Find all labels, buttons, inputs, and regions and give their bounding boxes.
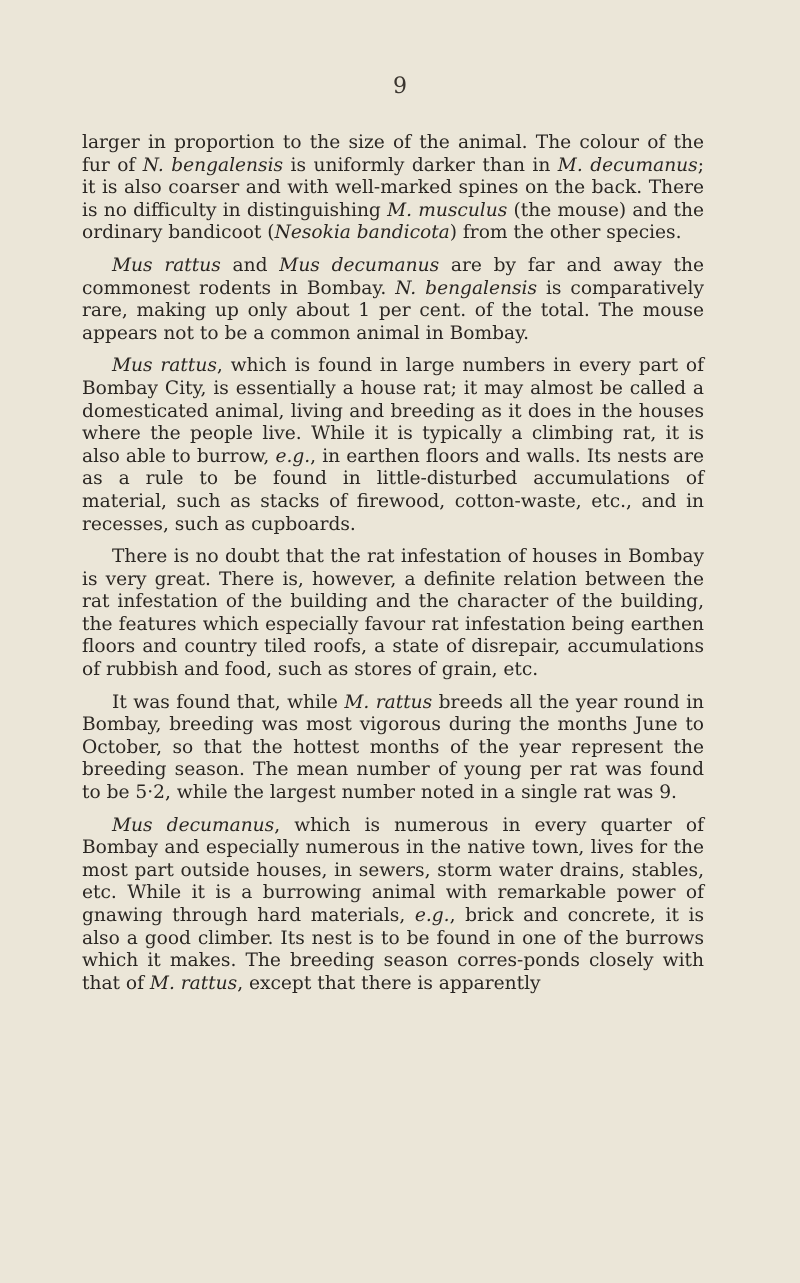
text-run: ; it is also coarser and with well-marked spines on the back. There is no difficulty in distinguishing (82, 154, 704, 221)
italic-term: e.g. (275, 445, 311, 467)
text-run: , which is numerous in every quarter of Bombay and especially numerous in the native town, lives for the most part outside houses, in sewers, storm water drains, stables, etc. While it is a burrowing animal with remarkable power of gnawing through hard materials, (82, 814, 704, 926)
text-run: (the mouse) and the ordinary bandicoot ( (82, 199, 704, 244)
italic-term: Mus decumanus (112, 814, 275, 836)
paragraph (82, 355, 704, 536)
italic-term: Nesokia bandicota (274, 222, 450, 244)
paragraph (82, 132, 704, 245)
italic-term: N. bengalensis (395, 277, 537, 299)
italic-term: e.g. (414, 905, 450, 926)
paragraph (82, 546, 704, 682)
text-run: larger in proportion to the size of the animal. The colour of the fur of (82, 132, 704, 176)
italic-term: Mus rattus (112, 355, 217, 377)
italic-term: Mus decumanus (279, 254, 440, 276)
text-run: is uniformly darker than in (283, 154, 558, 176)
text-run: , brick and concrete, it is also a good climber. Its nest is to be found in one of the burrows which it makes. The breeding season corres-ponds closely with that of (82, 905, 705, 994)
italic-term: N. bengalensis (142, 154, 284, 176)
text-run: , in earthen floors and walls. Its nests are as a rule to be found in little-disturbed accumulations of material, such as stacks of firewood, cotton-waste, etc., and in recesses, such as cupboards. (82, 445, 704, 535)
italic-term: M. rattus (344, 691, 433, 713)
italic-term: M. decumanus (557, 154, 698, 176)
text-run: ) from the other species. (449, 222, 682, 244)
text-run: is comparatively rare, making up only about 1 per cent. of the total. The mouse appears not to be a common animal in Bombay. (82, 277, 704, 344)
italic-term: Mus rattus (112, 254, 221, 276)
italic-term: M. rattus (149, 972, 238, 994)
body-text (82, 132, 704, 1005)
paragraph (82, 692, 704, 805)
page-number: 9 (393, 74, 407, 99)
text-run: It was found that, while (112, 691, 345, 713)
italic-term: M. musculus (387, 199, 508, 221)
text-run: There is no doubt that the rat infestation of houses in Bombay is very great. There is, however, a definite relation between the rat infestation of the building and the character of the building, the features which especially favour rat infestation being earthen floors and country tiled roofs, a state of disrepair, accumulations of rubbish and food, such as stores of grain, etc. (82, 546, 704, 681)
paragraph (82, 255, 704, 345)
text-run: , which is found in large numbers in every part of Bombay City, is essentially a house rat; it may almost be called a domesticated animal, living and breeding as it does in the houses where the people live. While it is typically a climbing rat, it is also able to burrow, (82, 355, 704, 467)
text-run: and (220, 254, 280, 276)
text-run: are by far and away the commonest rodents in Bombay. (82, 254, 704, 299)
text-run: , except that there is apparently (237, 972, 541, 994)
text-run: breeds all the year round in Bombay, breeding was most vigorous during the months June to October, so that the hottest months of the year represent the breeding season. The mean number of young per rat was found to be 5·2, while the largest number noted in a single rat was 9. (82, 691, 704, 804)
paragraph (82, 815, 704, 996)
